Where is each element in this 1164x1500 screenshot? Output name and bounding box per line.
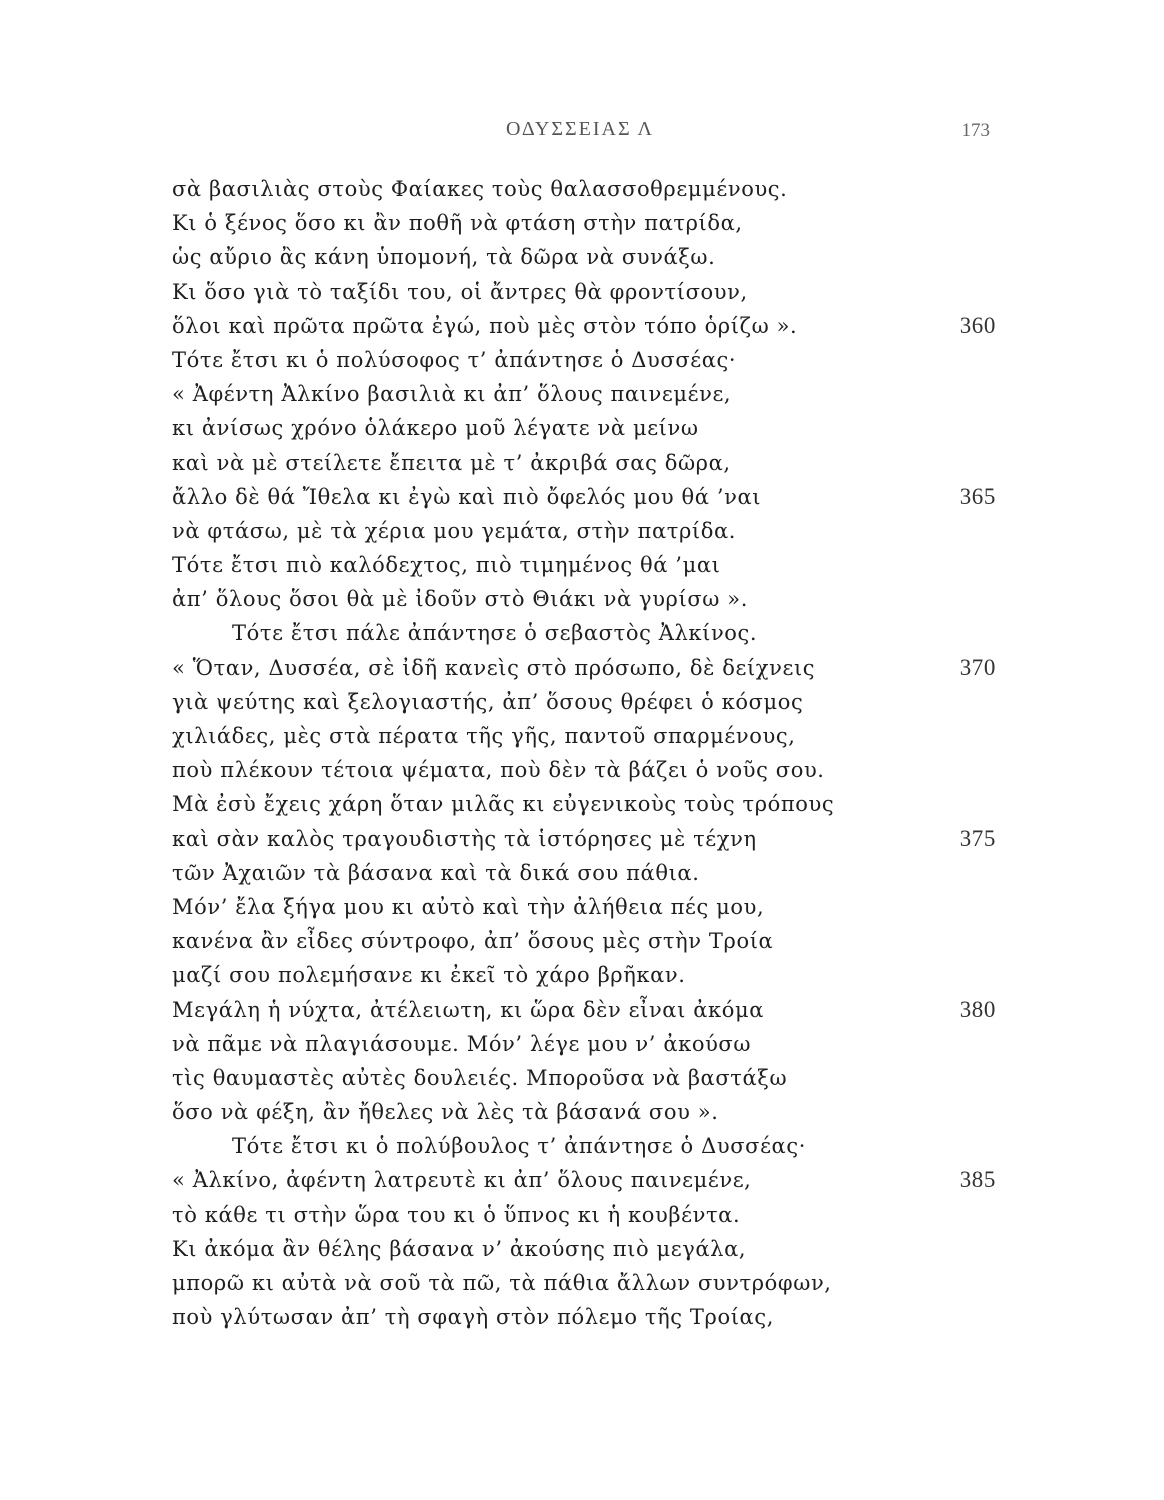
line-number: 360 — [959, 312, 996, 338]
verse-line — [172, 958, 1002, 992]
verse-text: ὅσο νὰ φέξη, ἂν ἤθελες νὰ λὲς τὰ βάσανά σου ». — [172, 1100, 719, 1125]
verse-text: ποὺ γλύτωσαν ἀπ’ τὴ σφαγὴ στὸν πόλεμο τῆς Τροίας, — [172, 1305, 774, 1330]
page-number: 173 — [961, 120, 990, 141]
verse-line — [172, 856, 1002, 890]
verse-line — [172, 1095, 1002, 1129]
line-number: 370 — [959, 654, 996, 680]
verse-text: Κι ἀκόμα ἂν θέλης βάσανα ν’ ἀκούσης πιὸ μεγάλα, — [172, 1236, 747, 1261]
verse-line — [172, 582, 1002, 616]
verse-line — [172, 1300, 1002, 1334]
running-title: ΟΔΥΣΣΕΙΑΣ Λ — [505, 118, 655, 140]
verse-text: τῶν Ἀχαιῶν τὰ βάσανα καὶ τὰ δικά σου πάθια. — [172, 860, 700, 885]
verse-line — [172, 411, 1002, 445]
verse-line — [172, 719, 1002, 753]
verse-text: Τότε ἔτσι κι ὁ πολύσοφος τ’ ἀπάντησε ὁ Δυσσέας· — [172, 347, 737, 372]
verse-line — [172, 753, 1002, 787]
verse-line — [172, 206, 1002, 240]
verse-text: ὡς αὔριο ἂς κάνη ὑπομονή, τὰ δῶρα νὰ συνάξω. — [172, 245, 716, 270]
verse-line — [172, 548, 1002, 582]
verse-line — [172, 377, 1002, 411]
verse-text: Τότε ἔτσι πάλε ἀπάντησε ὁ σεβαστὸς Ἀλκίνος. — [232, 621, 758, 646]
verse-text: σὰ βασιλιὰς στοὺς Φαίακες τοὺς θαλασσοθρεμμένους. — [172, 177, 788, 201]
line-number: 365 — [959, 483, 996, 509]
verse-text: Τότε ἔτσι κι ὁ πολύβουλος τ’ ἀπάντησε ὁ Δυσσέας· — [232, 1134, 806, 1159]
verse-line — [172, 685, 1002, 719]
verse-text: ποὺ πλέκουν τέτοια ψέματα, ποὺ δὲν τὰ βάζει ὁ νοῦς σου. — [172, 758, 825, 783]
verse-line — [172, 1129, 1002, 1163]
verse-text: Μὰ ἐσὺ ἔχεις χάρη ὅταν μιλᾶς κι εὐγενικοὺς τοὺς τρόπους — [172, 792, 835, 817]
verse-line — [172, 822, 1002, 856]
verse-text: κι ἀνίσως χρόνο ὁλάκερο μοῦ λέγατε νὰ μείνω — [172, 416, 699, 441]
verse-text: Μόν’ ἔλα ξήγα μου κι αὐτὸ καὶ τὴν ἀλήθεια πές μου, — [172, 894, 765, 919]
verse-line — [172, 480, 1002, 514]
line-number: 375 — [959, 825, 996, 851]
verse-text: χιλιάδες, μὲς στὰ πέρατα τῆς γῆς, παντοῦ σπαρμένους, — [172, 724, 796, 748]
verse-text: ἀπ’ ὅλους ὅσοι θὰ μὲ ἰδοῦν στὸ Θιάκι νὰ γυρίσω ». — [172, 587, 748, 612]
verse-line — [172, 446, 1002, 480]
verse-line — [172, 1163, 1002, 1197]
verse-text: ὅλοι καὶ πρῶτα πρῶτα ἐγώ, ποὺ μὲς στὸν τόπο ὁρίζω ». — [172, 313, 798, 338]
verse-line — [172, 924, 1002, 958]
verse-line — [172, 993, 1002, 1027]
verse-line — [172, 787, 1002, 821]
verse-text: « Ἀφέντη Ἀλκίνο βασιλιὰ κι ἀπ’ ὅλους παινεμένε, — [172, 382, 732, 407]
verse-line — [172, 309, 1002, 343]
verse-line — [172, 1266, 1002, 1300]
verse-line — [172, 514, 1002, 548]
verse-line — [172, 1232, 1002, 1266]
verse-text: μπορῶ κι αὐτὰ νὰ σοῦ τὰ πῶ, τὰ πάθια ἄλλων συντρόφων, — [172, 1271, 832, 1295]
verse-text: « Ἀλκίνο, ἀφέντη λατρευτὲ κι ἀπ’ ὅλους παινεμένε, — [172, 1168, 752, 1193]
verse-line — [172, 240, 1002, 274]
verse-text: νὰ πᾶμε νὰ πλαγιάσουμε. Μόν’ λέγε μου ν’ ἀκούσω — [172, 1031, 752, 1056]
verse-block — [172, 172, 1002, 1334]
line-number: 385 — [959, 1167, 996, 1193]
verse-text: νὰ φτάσω, μὲ τὰ χέρια μου γεμάτα, στὴν πατρίδα. — [172, 518, 737, 543]
verse-text: ἄλλο δὲ θά Ἴθελα κι ἐγὼ καὶ πιὸ ὄφελός μου θά ’ναι — [172, 484, 762, 509]
verse-text: τὸ κάθε τι στὴν ὥρα του κι ὁ ὕπνος κι ἡ κουβέντα. — [172, 1202, 741, 1227]
running-head — [170, 118, 990, 148]
verse-line — [172, 172, 1002, 206]
verse-text: Τότε ἔτσι πιὸ καλόδεχτος, πιὸ τιμημένος θά ’μαι — [172, 553, 721, 578]
verse-text: καὶ σὰν καλὸς τραγουδιστὴς τὰ ἱστόρησες μὲ τέχνη — [172, 826, 757, 851]
verse-text: Κι ὁ ξένος ὅσο κι ἂν ποθῆ νὰ φτάση στὴν πατρίδα, — [172, 211, 743, 236]
verse-line — [172, 651, 1002, 685]
verse-text: « Ὅταν, Δυσσέα, σὲ ἰδῆ κανεὶς στὸ πρόσωπο, δὲ δείχνεις — [172, 655, 816, 680]
verse-line — [172, 1061, 1002, 1095]
line-number: 380 — [959, 996, 996, 1022]
verse-line — [172, 275, 1002, 309]
verse-line — [172, 616, 1002, 650]
verse-text: τὶς θαυμαστὲς αὐτὲς δουλειές. Μποροῦσα νὰ βαστάξω — [172, 1065, 788, 1090]
verse-line — [172, 343, 1002, 377]
verse-text: καὶ νὰ μὲ στείλετε ἔπειτα μὲ τ’ ἀκριβά σας δῶρα, — [172, 450, 731, 475]
verse-line — [172, 1198, 1002, 1232]
verse-text: κανένα ἂν εἶδες σύντροφο, ἀπ’ ὅσους μὲς στὴν Τροία — [172, 929, 774, 954]
verse-text: Κι ὅσο γιὰ τὸ ταξίδι του, οἱ ἄντρες θὰ φροντίσουν, — [172, 279, 748, 304]
verse-line — [172, 1027, 1002, 1061]
verse-text: γιὰ ψεύτης καὶ ξελογιαστής, ἀπ’ ὅσους θρέφει ὁ κόσμος — [172, 689, 804, 714]
verse-text: Μεγάλη ἡ νύχτα, ἀτέλειωτη, κι ὥρα δὲν εἶναι ἀκόμα — [172, 997, 764, 1022]
verse-text: μαζί σου πολεμήσανε κι ἐκεῖ τὸ χάρο βρῆκαν. — [172, 963, 686, 988]
verse-line — [172, 890, 1002, 924]
